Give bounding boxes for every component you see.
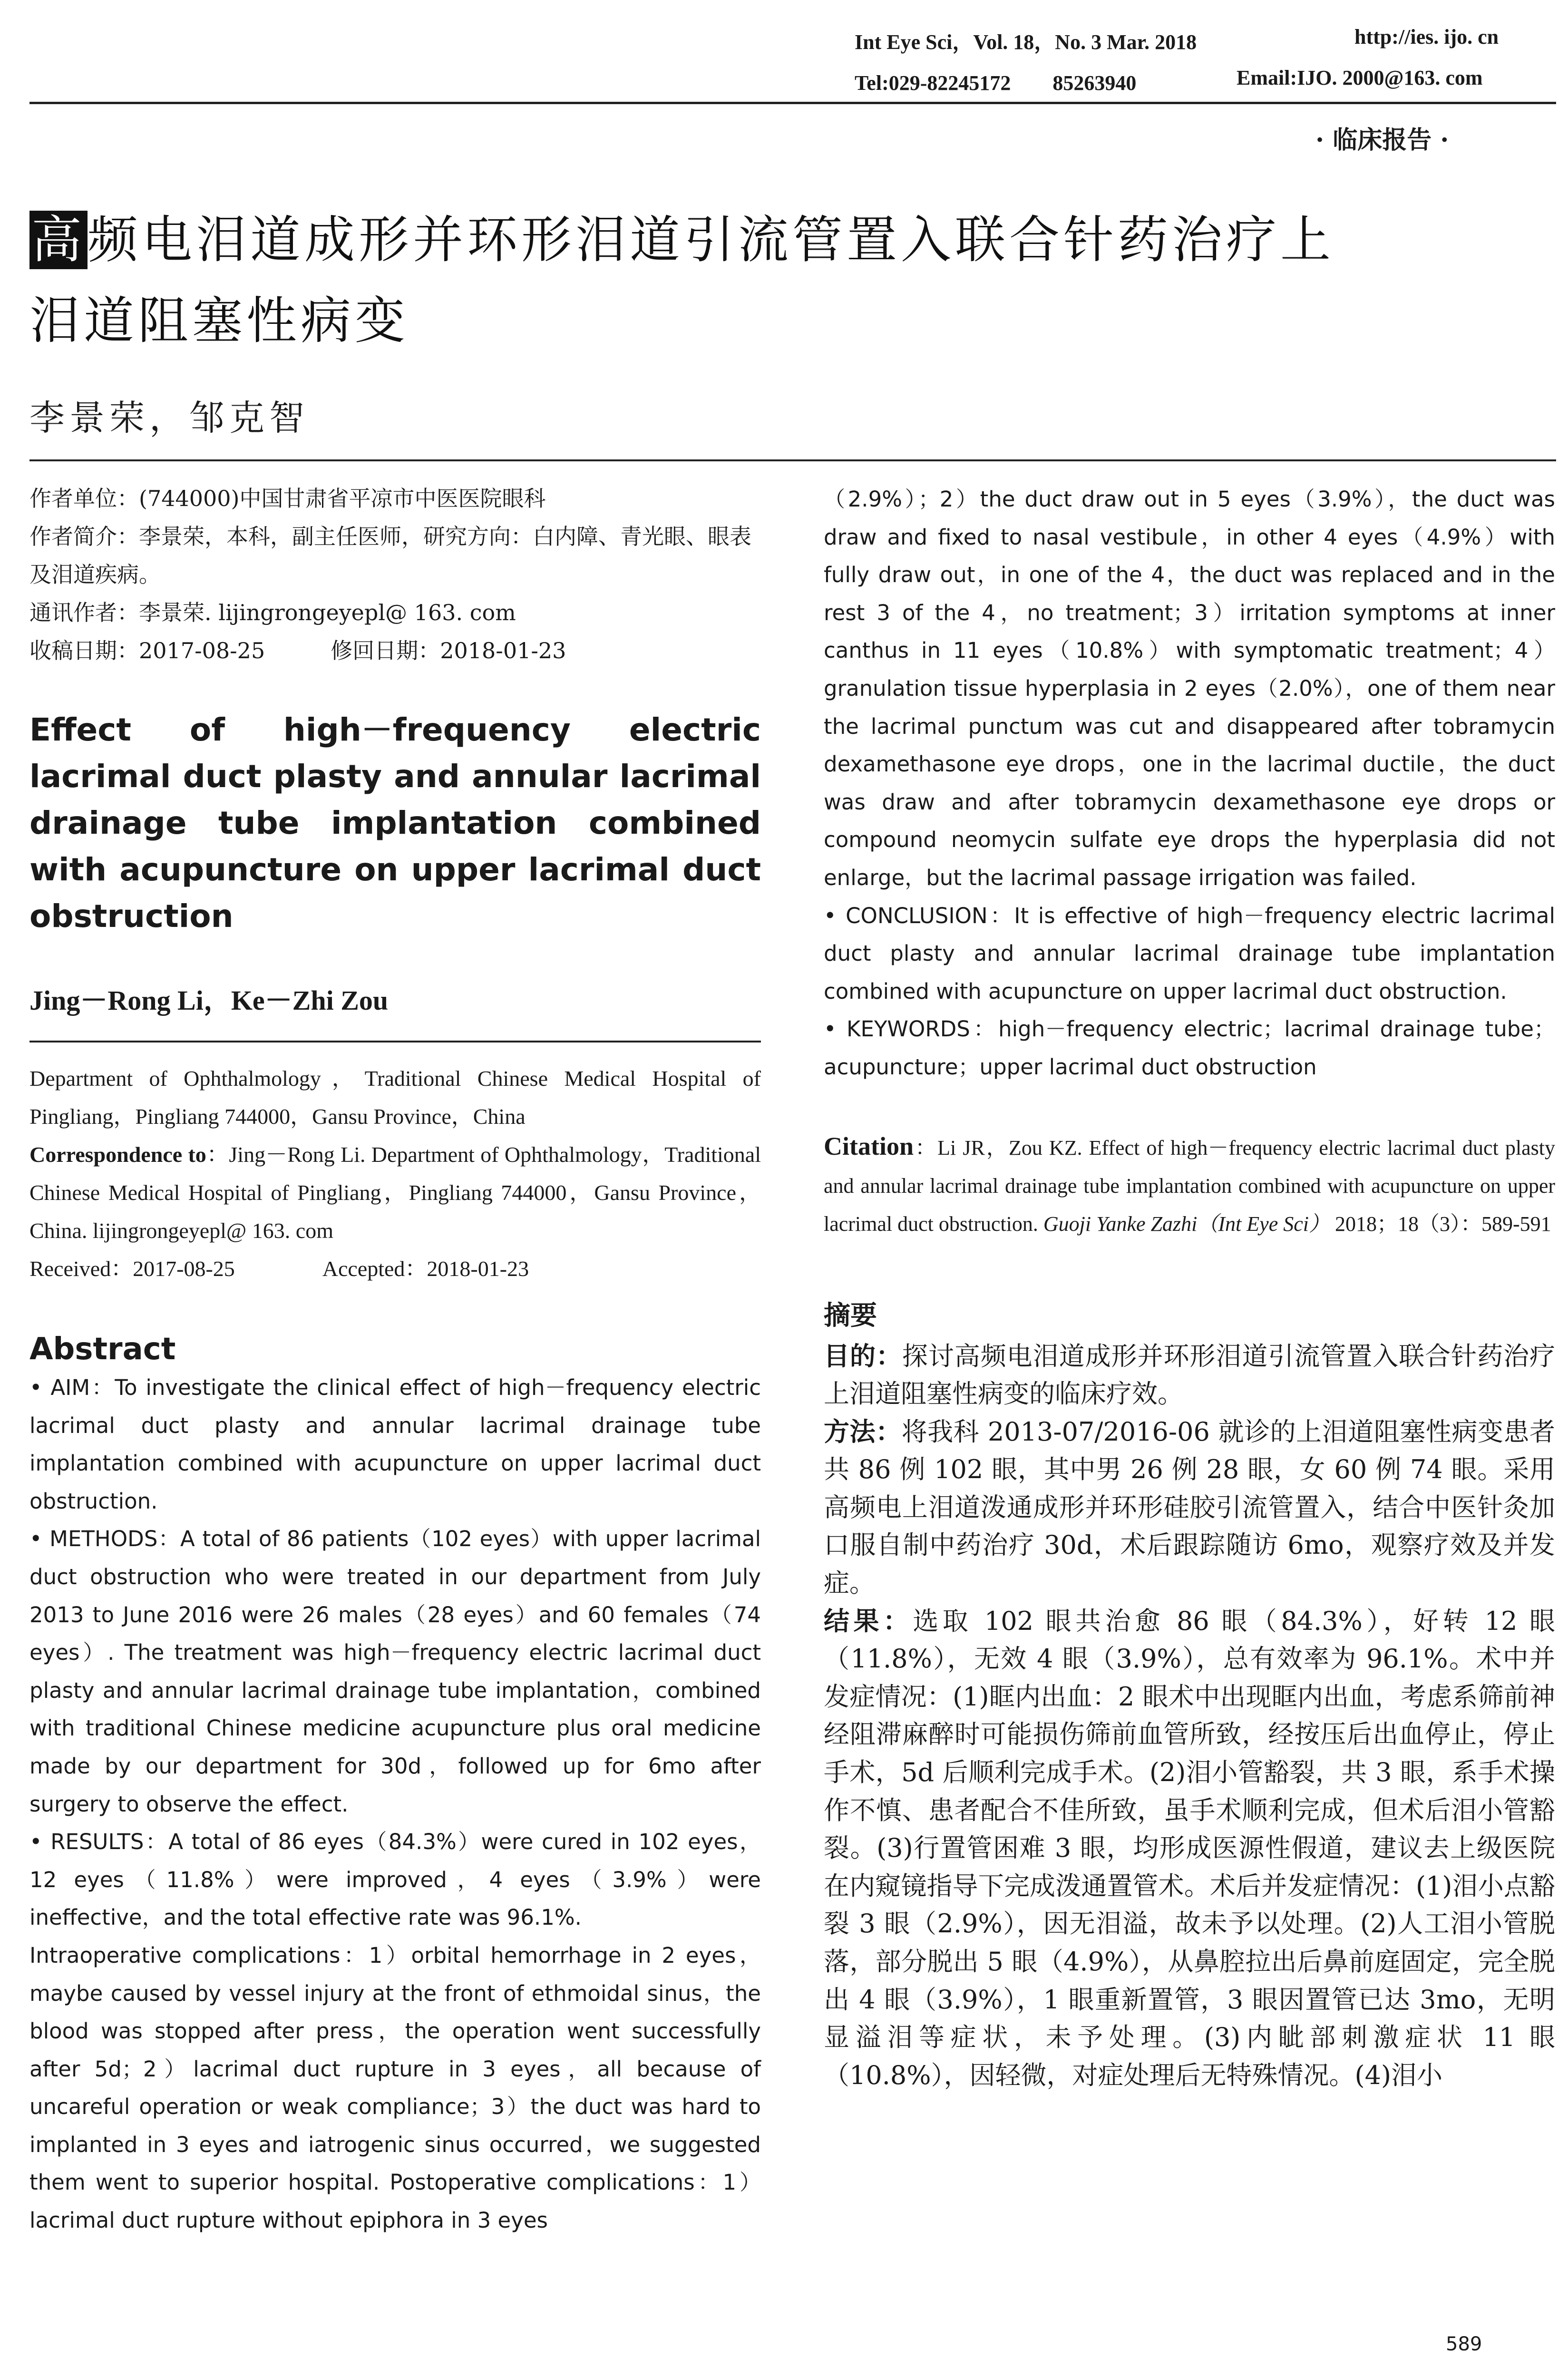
- abstract-body-right: [824, 480, 1555, 1086]
- page-number: 589: [1446, 2333, 1482, 2355]
- abstract-continued: （2.9%）；2）the duct draw out in 5 eyes（3.9%），the duct was draw and fixed to nasal vestibule，in other 4 eyes（4.9%）with fully draw out，in one of the 4，the duct was replaced and in the rest 3 of the 4，no treatment；3）irritation symptoms at inner canthus in 11 eyes（10.8%）with symptomatic treatment；4）granulation tissue hyperplasia in 2 eyes（2.0%），one of them near the lacrimal punctum was cut and disappeared after tobramycin dexamethasone eye drops，one in the lacrimal ductile，the duct was draw and after tobramycin dexamethasone eye drops or compound neomycin sulfate eye drops the hyperplasia did not enlarge，but the lacrimal passage irrigation was failed.: [824, 487, 1555, 890]
- right-column: [824, 480, 1555, 2094]
- cn-aim-text: 探讨高频电泪道成形并环形泪道引流管置入联合针药治疗上泪道阻塞性病变的临床疗效。: [824, 1341, 1555, 1409]
- left-column: [29, 479, 761, 2240]
- citation-text: ：Li JR，Zou KZ. Effect of high－frequency electric lacrimal duct plasty and annular lacrimal drainage tube implantation combined with acupuncture on upper lacrimal duct obstruction.: [824, 1136, 1555, 1236]
- abstract-methods: • METHODS：A total of 86 patients（102 eyes）with upper lacrimal duct obstruction who were treated in our department from July 2013 to June 2016 were 26 males（28 eyes）and 60 females（74 eyes）. The treatment was high－frequency electric lacrimal duct plasty and annular lacrimal drainage tube implantation，combined with traditional Chinese medicine acupuncture plus oral medicine made by our department for 30d，followed up for 6mo after surgery to observe the effect.: [29, 1526, 761, 1817]
- paper-title-en: Effect of high－frequency electric lacrimal duct plasty and annular lacrimal drainage tube implantation combined with acupuncture on upper lacrimal duct obstruction: [29, 711, 761, 935]
- abstract-results: • RESULTS：A total of 86 eyes（84.3%）were cured in 102 eyes，12 eyes（11.8%）were improved，4 eyes（3.9%）were ineffective，and the total effective rate was 96.1%.: [29, 1829, 761, 1930]
- title-line2: 泪道阻塞性病变: [29, 292, 409, 350]
- cn-results: [824, 1602, 1555, 2094]
- cn-aim: [824, 1337, 1555, 1413]
- info-corresponding: 通讯作者：李景荣. lijingrongeyepl@ 163. com: [29, 600, 516, 625]
- cn-methods: [824, 1413, 1555, 1602]
- title-rule: [29, 459, 1556, 461]
- cn-abstract-heading: 摘要: [824, 1299, 877, 1331]
- cn-abstract-body: [824, 1337, 1555, 2094]
- authors-en: Jing－Rong Li，Ke－Zhi Zou: [29, 985, 389, 1016]
- citation-ref: 2018；18（3）：589-591: [1334, 1212, 1551, 1236]
- citation-journal: Guoji Yanke Zazhi（Int Eye Sci）: [1043, 1212, 1330, 1236]
- abstract-intraop: Intraoperative complications：1）orbital hemorrhage in 2 eyes，maybe caused by vessel injury at the front of ethmoidal sinus，the blood was stopped after press，the operation went successfully after 5d；2）lacrimal duct rupture in 3 eyes，all because of uncareful operation or weak compliance；3）the duct was hard to implanted in 3 eyes and iatrogenic sinus occurred，we suggested them went to superior hospital. Postoperative complications：1）lacrimal duct rupture without epiphora in 3 eyes: [29, 1942, 761, 2233]
- info-bio: 作者简介：李景荣，本科，副主任医师，研究方向：白内障、青光眼、眼表及泪道疾病。: [29, 524, 751, 587]
- cn-results-label: 结果：: [824, 1605, 913, 1636]
- header-rule: [29, 102, 1556, 104]
- citation-label: Citation: [824, 1131, 914, 1160]
- affil-received: Received：2017-08-25 Accepted：2018-01-23: [29, 1257, 529, 1281]
- corr-text: ：Jing－Rong Li. Department of Ophthalmology，Traditional Chinese Medical Hospital of Pingliang，Pingliang 744000，Gansu Province，China. lijingrongeyepl@ 163. com: [29, 1142, 761, 1243]
- affiliation-en: [29, 1060, 761, 1288]
- title-line1: 频电泪道成形并环形泪道引流管置入联合针药治疗上: [88, 211, 1334, 269]
- author-info-cn: [29, 479, 761, 670]
- affil-correspondence: [29, 1136, 761, 1250]
- abstract-conclusion: • CONCLUSION：It is effective of high－frequency electric lacrimal duct plasty and annular lacrimal drainage tube implantation combined with acupuncture on upper lacrimal duct obstruction.: [824, 903, 1555, 1004]
- section-label: · 临床报告 ·: [1315, 126, 1449, 155]
- abstract-keywords: • KEYWORDS：high－frequency electric；lacrimal drainage tube；acupuncture；upper lacrimal duct obstruction: [824, 1016, 1555, 1080]
- journal-url[interactable]: http://ies. ijo. cn: [1354, 25, 1499, 49]
- corr-label: Correspondence to: [29, 1142, 206, 1167]
- affil-rule: [29, 1041, 761, 1042]
- abstract-heading: Abstract: [29, 1332, 176, 1367]
- title-first-char: 高: [29, 211, 88, 269]
- journal-email[interactable]: Email:IJO. 2000@163. com: [1237, 66, 1483, 89]
- authors-cn: 李景荣，邹克智: [29, 398, 309, 438]
- affil-dept: Department of Ophthalmology，Traditional Chinese Medical Hospital of Pingliang，Pingliang 744000，Gansu Province，China: [29, 1066, 761, 1129]
- cn-methods-text: 将我科 2013-07/2016-06 就诊的上泪道阻塞性病变患者共 86 例 102 眼，其中男 26 例 28 眼，女 60 例 74 眼。采用高频电上泪道泼通成形并环形硅胶引流管置入，结合中医针灸加口服自制中药治疗 30d，术后跟踪随访 6mo，观察疗效及并发症。: [824, 1416, 1555, 1598]
- citation: [824, 1127, 1555, 1243]
- cn-aim-label: 目的：: [824, 1340, 902, 1371]
- abstract-aim: • AIM：To investigate the clinical effect of high－frequency electric lacrimal duct plasty and annular lacrimal drainage tube implantation combined with acupuncture on upper lacrimal duct obstruction.: [29, 1375, 761, 1514]
- info-affiliation: 作者单位：(744000)中国甘肃省平凉市中医医院眼科: [29, 486, 546, 511]
- abstract-body-left: [29, 1369, 761, 2240]
- paper-title-cn: [29, 200, 1551, 361]
- info-dates: 收稿日期：2017-08-25 修回日期：2018-01-23: [29, 638, 566, 663]
- journal-header: Int Eye Sci，Vol. 18，No. 3 Mar. 2018: [855, 30, 1197, 54]
- journal-tel: Tel:029-82245172 85263940: [855, 71, 1137, 95]
- cn-methods-label: 方法：: [824, 1416, 902, 1447]
- cn-results-text: 选取 102 眼共治愈 86 眼（84.3%），好转 12 眼（11.8%），无效 4 眼（3.9%），总有效率为 96.1%。术中并发症情况：(1)眶内出血：2 眼术中出现眶内出血，考虑系筛前神经阻滞麻醉时可能损伤筛前血管所致，经按压后出血停止，停止手术，5d 后顺利完成手术。(2)泪小管豁裂，共 3 眼，系手术操作不慎、患者配合不佳所致，虽手术顺利完成，但术后泪小管豁裂。(3)行置管困难 3 眼，均形成医源性假道，建议去上级医院在内窥镜指导下完成泼通置管术。术后并发症情况：(1)泪小点豁裂 3 眼（2.9%），因无泪溢，故未予以处理。(2)人工泪小管脱落，部分脱出 5 眼（4.9%），从鼻腔拉出后鼻前庭固定，完全脱出 4 眼（3.9%），1 眼重新置管，3 眼因置管已达 3mo，无明显溢泪等症状，未予处理。(3)内眦部刺激症状 11 眼（10.8%），因轻微，对症处理后无特殊情况。(4)泪小: [824, 1606, 1555, 2090]
